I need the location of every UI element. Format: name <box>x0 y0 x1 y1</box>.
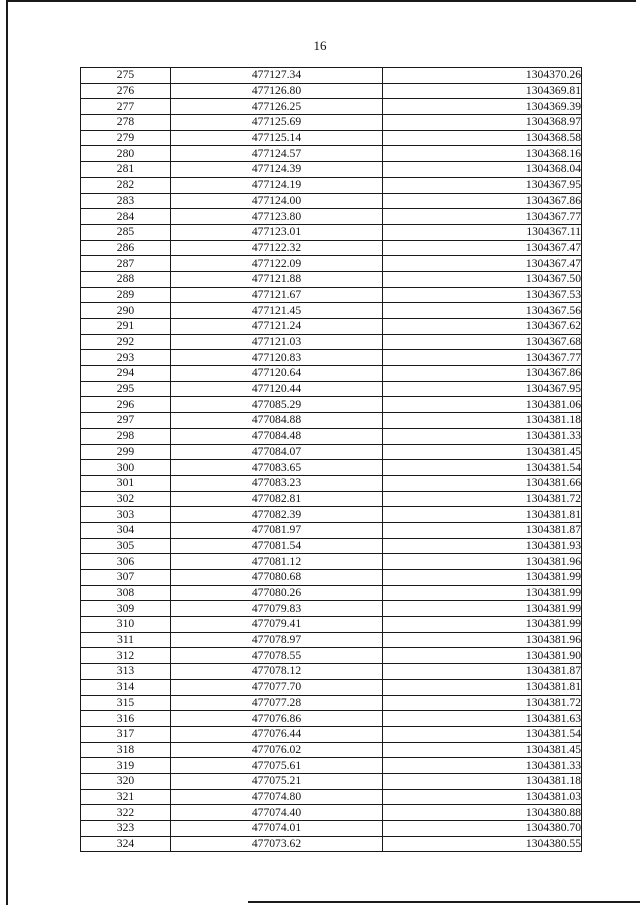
y-coordinate-cell: 1304367.68 <box>383 334 582 350</box>
x-coordinate-cell: 477085.29 <box>171 397 383 413</box>
point-number-cell: 307 <box>81 570 171 586</box>
table-row <box>81 303 582 319</box>
point-number-cell: 278 <box>81 115 171 131</box>
y-coordinate-cell: 1304381.54 <box>383 726 582 742</box>
y-coordinate-cell: 1304381.99 <box>383 585 582 601</box>
table-row <box>81 836 582 852</box>
point-number-cell: 306 <box>81 554 171 570</box>
table-row <box>81 256 582 272</box>
x-coordinate-cell: 477078.12 <box>171 664 383 680</box>
table-row <box>81 491 582 507</box>
table-row <box>81 711 582 727</box>
point-number-cell: 317 <box>81 726 171 742</box>
point-number-cell: 300 <box>81 460 171 476</box>
table-row <box>81 664 582 680</box>
table-row <box>81 507 582 523</box>
table-row <box>81 789 582 805</box>
y-coordinate-cell: 1304381.87 <box>383 664 582 680</box>
y-coordinate-cell: 1304381.45 <box>383 444 582 460</box>
y-coordinate-cell: 1304380.70 <box>383 821 582 837</box>
point-number-cell: 297 <box>81 413 171 429</box>
table-row <box>81 99 582 115</box>
table-row <box>81 209 582 225</box>
table-row <box>81 240 582 256</box>
table-row <box>81 334 582 350</box>
y-coordinate-cell: 1304380.88 <box>383 805 582 821</box>
y-coordinate-cell: 1304367.77 <box>383 350 582 366</box>
y-coordinate-cell: 1304381.03 <box>383 789 582 805</box>
point-number-cell: 283 <box>81 193 171 209</box>
y-coordinate-cell: 1304367.77 <box>383 209 582 225</box>
coordinates-table-body <box>81 68 582 852</box>
page-edge-top <box>6 0 636 2</box>
point-number-cell: 282 <box>81 177 171 193</box>
x-coordinate-cell: 477076.44 <box>171 726 383 742</box>
table-row <box>81 444 582 460</box>
x-coordinate-cell: 477079.41 <box>171 617 383 633</box>
page-edge-bottom <box>248 901 640 903</box>
point-number-cell: 279 <box>81 130 171 146</box>
coordinates-table <box>80 67 582 852</box>
x-coordinate-cell: 477121.67 <box>171 287 383 303</box>
y-coordinate-cell: 1304381.18 <box>383 773 582 789</box>
page-edge-left <box>6 0 8 905</box>
x-coordinate-cell: 477124.19 <box>171 177 383 193</box>
table-row <box>81 68 582 84</box>
table-row <box>81 428 582 444</box>
table-row <box>81 130 582 146</box>
y-coordinate-cell: 1304369.39 <box>383 99 582 115</box>
y-coordinate-cell: 1304381.63 <box>383 711 582 727</box>
point-number-cell: 315 <box>81 695 171 711</box>
point-number-cell: 305 <box>81 538 171 554</box>
y-coordinate-cell: 1304380.55 <box>383 836 582 852</box>
point-number-cell: 276 <box>81 83 171 99</box>
y-coordinate-cell: 1304381.45 <box>383 742 582 758</box>
x-coordinate-cell: 477080.26 <box>171 585 383 601</box>
y-coordinate-cell: 1304381.99 <box>383 601 582 617</box>
x-coordinate-cell: 477127.34 <box>171 68 383 84</box>
table-row <box>81 726 582 742</box>
x-coordinate-cell: 477079.83 <box>171 601 383 617</box>
point-number-cell: 277 <box>81 99 171 115</box>
table-row <box>81 224 582 240</box>
table-row <box>81 773 582 789</box>
table-row <box>81 287 582 303</box>
x-coordinate-cell: 477084.07 <box>171 444 383 460</box>
x-coordinate-cell: 477123.01 <box>171 224 383 240</box>
table-row <box>81 601 582 617</box>
point-number-cell: 280 <box>81 146 171 162</box>
y-coordinate-cell: 1304381.33 <box>383 758 582 774</box>
x-coordinate-cell: 477078.97 <box>171 632 383 648</box>
point-number-cell: 302 <box>81 491 171 507</box>
y-coordinate-cell: 1304381.96 <box>383 632 582 648</box>
table-row <box>81 381 582 397</box>
point-number-cell: 313 <box>81 664 171 680</box>
point-number-cell: 289 <box>81 287 171 303</box>
y-coordinate-cell: 1304381.81 <box>383 679 582 695</box>
page-number: 16 <box>313 38 327 53</box>
x-coordinate-cell: 477120.64 <box>171 366 383 382</box>
table-row <box>81 585 582 601</box>
point-number-cell: 308 <box>81 585 171 601</box>
x-coordinate-cell: 477120.83 <box>171 350 383 366</box>
point-number-cell: 303 <box>81 507 171 523</box>
x-coordinate-cell: 477082.39 <box>171 507 383 523</box>
table-row <box>81 758 582 774</box>
table-row <box>81 554 582 570</box>
x-coordinate-cell: 477078.55 <box>171 648 383 664</box>
table-row <box>81 193 582 209</box>
point-number-cell: 285 <box>81 224 171 240</box>
x-coordinate-cell: 477075.61 <box>171 758 383 774</box>
point-number-cell: 291 <box>81 319 171 335</box>
y-coordinate-cell: 1304368.04 <box>383 162 582 178</box>
point-number-cell: 294 <box>81 366 171 382</box>
table-row <box>81 538 582 554</box>
y-coordinate-cell: 1304367.62 <box>383 319 582 335</box>
table-row <box>81 648 582 664</box>
y-coordinate-cell: 1304367.95 <box>383 381 582 397</box>
table-row <box>81 413 582 429</box>
point-number-cell: 321 <box>81 789 171 805</box>
y-coordinate-cell: 1304367.11 <box>383 224 582 240</box>
point-number-cell: 311 <box>81 632 171 648</box>
table-row <box>81 83 582 99</box>
point-number-cell: 275 <box>81 68 171 84</box>
table-row <box>81 695 582 711</box>
table-row <box>81 162 582 178</box>
point-number-cell: 309 <box>81 601 171 617</box>
y-coordinate-cell: 1304367.95 <box>383 177 582 193</box>
point-number-cell: 323 <box>81 821 171 837</box>
point-number-cell: 318 <box>81 742 171 758</box>
y-coordinate-cell: 1304381.06 <box>383 397 582 413</box>
x-coordinate-cell: 477125.69 <box>171 115 383 131</box>
y-coordinate-cell: 1304381.93 <box>383 538 582 554</box>
x-coordinate-cell: 477122.32 <box>171 240 383 256</box>
y-coordinate-cell: 1304367.86 <box>383 366 582 382</box>
table-row <box>81 460 582 476</box>
x-coordinate-cell: 477074.80 <box>171 789 383 805</box>
x-coordinate-cell: 477126.80 <box>171 83 383 99</box>
point-number-cell: 314 <box>81 679 171 695</box>
x-coordinate-cell: 477082.81 <box>171 491 383 507</box>
x-coordinate-cell: 477080.68 <box>171 570 383 586</box>
table-row <box>81 350 582 366</box>
x-coordinate-cell: 477081.54 <box>171 538 383 554</box>
point-number-cell: 301 <box>81 475 171 491</box>
x-coordinate-cell: 477077.70 <box>171 679 383 695</box>
point-number-cell: 322 <box>81 805 171 821</box>
x-coordinate-cell: 477081.12 <box>171 554 383 570</box>
y-coordinate-cell: 1304381.96 <box>383 554 582 570</box>
y-coordinate-cell: 1304367.53 <box>383 287 582 303</box>
y-coordinate-cell: 1304381.18 <box>383 413 582 429</box>
table-row <box>81 146 582 162</box>
table-row <box>81 632 582 648</box>
point-number-cell: 320 <box>81 773 171 789</box>
table-row <box>81 177 582 193</box>
table-row <box>81 805 582 821</box>
y-coordinate-cell: 1304381.87 <box>383 522 582 538</box>
y-coordinate-cell: 1304381.72 <box>383 695 582 711</box>
y-coordinate-cell: 1304381.99 <box>383 570 582 586</box>
y-coordinate-cell: 1304381.90 <box>383 648 582 664</box>
y-coordinate-cell: 1304367.47 <box>383 240 582 256</box>
x-coordinate-cell: 477075.21 <box>171 773 383 789</box>
y-coordinate-cell: 1304368.58 <box>383 130 582 146</box>
x-coordinate-cell: 477122.09 <box>171 256 383 272</box>
y-coordinate-cell: 1304367.50 <box>383 271 582 287</box>
x-coordinate-cell: 477074.40 <box>171 805 383 821</box>
x-coordinate-cell: 477125.14 <box>171 130 383 146</box>
x-coordinate-cell: 477120.44 <box>171 381 383 397</box>
point-number-cell: 298 <box>81 428 171 444</box>
point-number-cell: 287 <box>81 256 171 272</box>
table-row <box>81 742 582 758</box>
y-coordinate-cell: 1304381.72 <box>383 491 582 507</box>
table-row <box>81 366 582 382</box>
table-row <box>81 397 582 413</box>
x-coordinate-cell: 477076.02 <box>171 742 383 758</box>
table-row <box>81 522 582 538</box>
y-coordinate-cell: 1304370.26 <box>383 68 582 84</box>
point-number-cell: 286 <box>81 240 171 256</box>
point-number-cell: 299 <box>81 444 171 460</box>
y-coordinate-cell: 1304368.16 <box>383 146 582 162</box>
point-number-cell: 290 <box>81 303 171 319</box>
x-coordinate-cell: 477083.23 <box>171 475 383 491</box>
x-coordinate-cell: 477123.80 <box>171 209 383 225</box>
table-row <box>81 679 582 695</box>
x-coordinate-cell: 477077.28 <box>171 695 383 711</box>
y-coordinate-cell: 1304381.54 <box>383 460 582 476</box>
table-row <box>81 319 582 335</box>
y-coordinate-cell: 1304367.56 <box>383 303 582 319</box>
x-coordinate-cell: 477073.62 <box>171 836 383 852</box>
y-coordinate-cell: 1304381.81 <box>383 507 582 523</box>
x-coordinate-cell: 477121.45 <box>171 303 383 319</box>
point-number-cell: 296 <box>81 397 171 413</box>
x-coordinate-cell: 477124.57 <box>171 146 383 162</box>
point-number-cell: 312 <box>81 648 171 664</box>
x-coordinate-cell: 477074.01 <box>171 821 383 837</box>
point-number-cell: 319 <box>81 758 171 774</box>
point-number-cell: 304 <box>81 522 171 538</box>
x-coordinate-cell: 477081.97 <box>171 522 383 538</box>
y-coordinate-cell: 1304381.33 <box>383 428 582 444</box>
point-number-cell: 316 <box>81 711 171 727</box>
point-number-cell: 284 <box>81 209 171 225</box>
x-coordinate-cell: 477076.86 <box>171 711 383 727</box>
x-coordinate-cell: 477121.24 <box>171 319 383 335</box>
point-number-cell: 293 <box>81 350 171 366</box>
table-row <box>81 115 582 131</box>
point-number-cell: 281 <box>81 162 171 178</box>
x-coordinate-cell: 477124.39 <box>171 162 383 178</box>
y-coordinate-cell: 1304381.99 <box>383 617 582 633</box>
y-coordinate-cell: 1304381.66 <box>383 475 582 491</box>
table-row <box>81 821 582 837</box>
point-number-cell: 324 <box>81 836 171 852</box>
table-row <box>81 617 582 633</box>
x-coordinate-cell: 477121.03 <box>171 334 383 350</box>
table-row <box>81 271 582 287</box>
point-number-cell: 295 <box>81 381 171 397</box>
y-coordinate-cell: 1304369.81 <box>383 83 582 99</box>
x-coordinate-cell: 477121.88 <box>171 271 383 287</box>
point-number-cell: 288 <box>81 271 171 287</box>
x-coordinate-cell: 477126.25 <box>171 99 383 115</box>
table-row <box>81 475 582 491</box>
x-coordinate-cell: 477084.48 <box>171 428 383 444</box>
y-coordinate-cell: 1304368.97 <box>383 115 582 131</box>
x-coordinate-cell: 477083.65 <box>171 460 383 476</box>
point-number-cell: 292 <box>81 334 171 350</box>
table-row <box>81 570 582 586</box>
point-number-cell: 310 <box>81 617 171 633</box>
y-coordinate-cell: 1304367.86 <box>383 193 582 209</box>
x-coordinate-cell: 477084.88 <box>171 413 383 429</box>
y-coordinate-cell: 1304367.47 <box>383 256 582 272</box>
x-coordinate-cell: 477124.00 <box>171 193 383 209</box>
